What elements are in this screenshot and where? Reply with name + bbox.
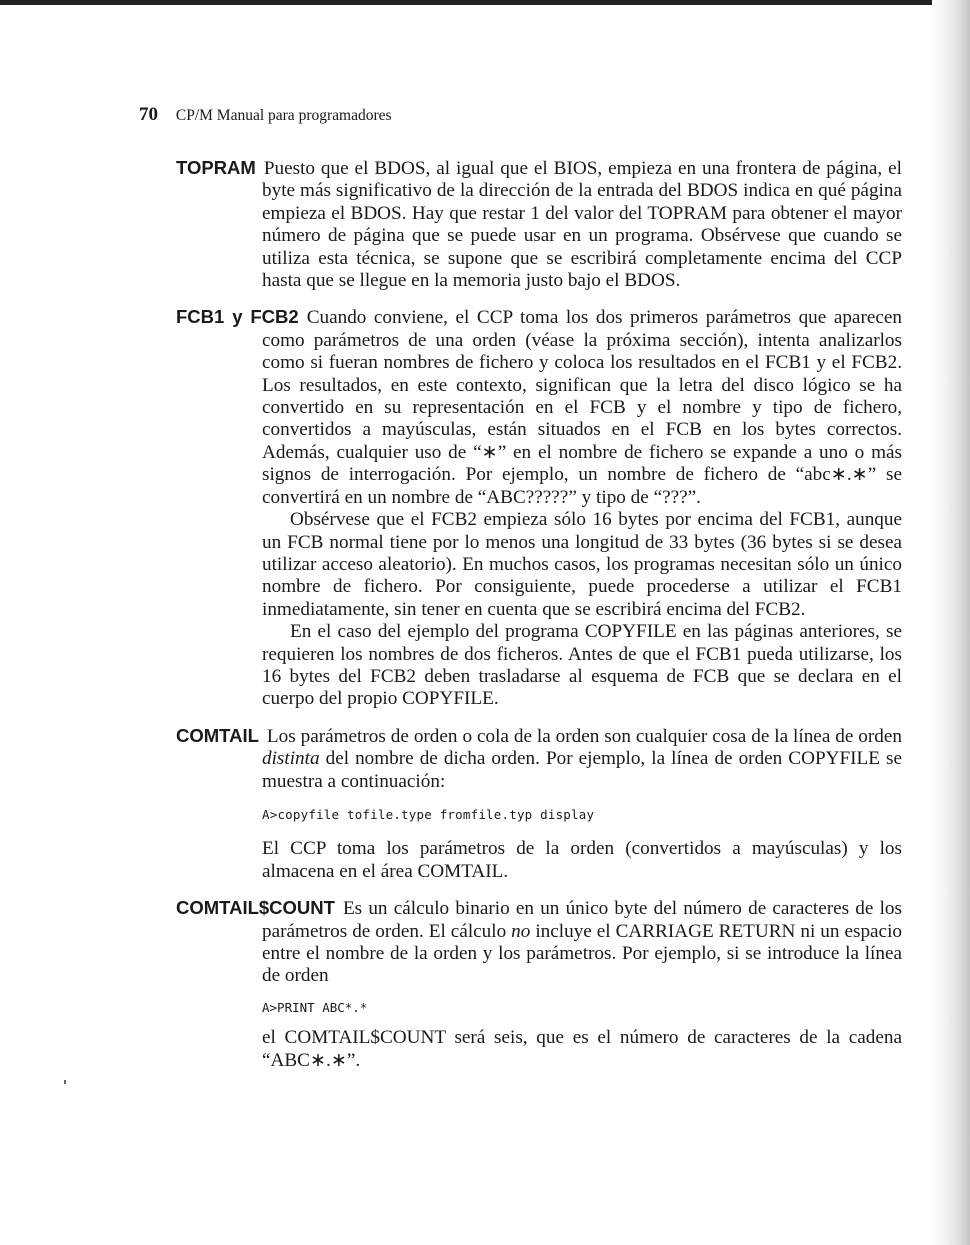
page-number: 70 <box>139 104 158 125</box>
fcb-text-1: Cuando conviene, el CCP toma los dos primeros parámetros que aparecen como parámetros de una orden (véase la próxima sección), intenta analizarlos como si fueran nombres de fichero y coloca los resultados en el FCB1 y el FCB2. Los resultados, en este contexto, significan que la letra del disco lógico se ha convertido en su representación en el FCB y el nombre y tipo de fichero, convertidos a mayúsculas, están situados en el FCB en los bytes correctos. Además, cualquier uso de “∗” en el nombre de fichero se expande a uno o más signos de interrogación. Por ejemplo, un nombre de fichero de “abc∗.∗” se convertirá en un nombre de “ABC?????” y tipo de “???”. <box>262 307 902 508</box>
entry-comtail-count <box>176 897 902 1072</box>
code-example-print: A>PRINT ABC*.* <box>262 999 368 1015</box>
running-title: CP/M Manual para programadores <box>175 107 392 124</box>
comtail-text-1b: del nombre de dicha orden. Por ejemplo, la línea de orden COPYFILE se muestra a continuación: <box>262 748 902 792</box>
running-header <box>139 104 392 126</box>
fcb-text-3: En el caso del ejemplo del programa COPYFILE en las páginas anteriores, se requieren los nombres de dos ficheros. Antes de que el FCB1 pueda utilizarse, los 16 bytes del FCB2 deben trasladarse al esquema de FCB que se declara en el cuerpo del propio COPYFILE. <box>262 621 902 710</box>
entry-fcb-paragraph-1 <box>176 306 902 509</box>
carriage-return-smallcaps: CARRIAGE RETURN <box>615 920 796 942</box>
code-example-copyfile: A>copyfile tofile.type fromfile.typ display <box>262 806 595 822</box>
scan-speck <box>64 1080 66 1084</box>
comtail-count-emphasis: no <box>511 920 531 942</box>
comtail-text-2: El CCP toma los parámetros de la orden (convertidos a mayúsculas) y los almacena en el área COMTAIL. <box>262 838 902 882</box>
entry-comtail-count-paragraph-1 <box>176 897 902 988</box>
entry-comtail <box>176 725 902 883</box>
term-fcb: FCB1 y FCB2 <box>176 306 299 328</box>
entry-topram <box>176 157 902 292</box>
comtail-emphasis: distinta <box>262 748 320 770</box>
entry-fcb <box>176 306 902 710</box>
entry-topram-paragraph <box>176 157 902 292</box>
comtail-count-text-1c: ni un espacio entre el nombre de la orden y los parámetros. Por ejemplo, si se introduce la línea de orden <box>262 920 902 987</box>
comtail-count-text-1b: incluye el <box>530 920 616 942</box>
entry-comtail-paragraph-1 <box>176 725 902 793</box>
term-comtail-count: COMTAIL$COUNT <box>176 897 335 919</box>
comtail-count-text-2: el COMTAIL$COUNT será seis, que es el número de caracteres de la cadena “ABC∗.∗”. <box>262 1027 902 1071</box>
comtail-text-1a: Los parámetros de orden o cola de la orden son cualquier cosa de la línea de orden <box>266 725 902 747</box>
fcb-text-2: Obsérvese que el FCB2 empieza sólo 16 bytes por encima del FCB1, aunque un FCB normal tiene por lo menos una longitud de 33 bytes (36 bytes si se desea utilizar acceso aleatorio). En muchos casos, los programas necesitan sólo un único nombre de fichero. Por consiguiente, puede procederse a utilizar el FCB1 inmediatamente, sin tener en cuenta que se escribirá encima del FCB2. <box>262 509 902 620</box>
page-binding-shadow <box>932 0 970 1245</box>
comtail-count-text-1a: Es un cálculo binario en un único byte del número de caracteres de los parámetros de orden. El cálculo <box>262 898 902 942</box>
topram-text: Puesto que el BDOS, al igual que el BIOS, empieza en una frontera de página, el byte más significativo de la dirección de la entrada del BDOS indica en qué página empieza el BDOS. Hay que restar 1 del valor del TOPRAM para obtener el mayor número de página que se puede usar en un programa. Obsérvese que cuando se utiliza esta técnica, se supone que se escribirá completamente encima del CCP hasta que se llegue en la memoria justo bajo el BDOS. <box>262 158 902 292</box>
page-body <box>176 157 902 1086</box>
term-comtail: COMTAIL <box>176 724 259 746</box>
page-top-edge <box>0 0 970 5</box>
term-topram: TOPRAM <box>176 157 256 178</box>
